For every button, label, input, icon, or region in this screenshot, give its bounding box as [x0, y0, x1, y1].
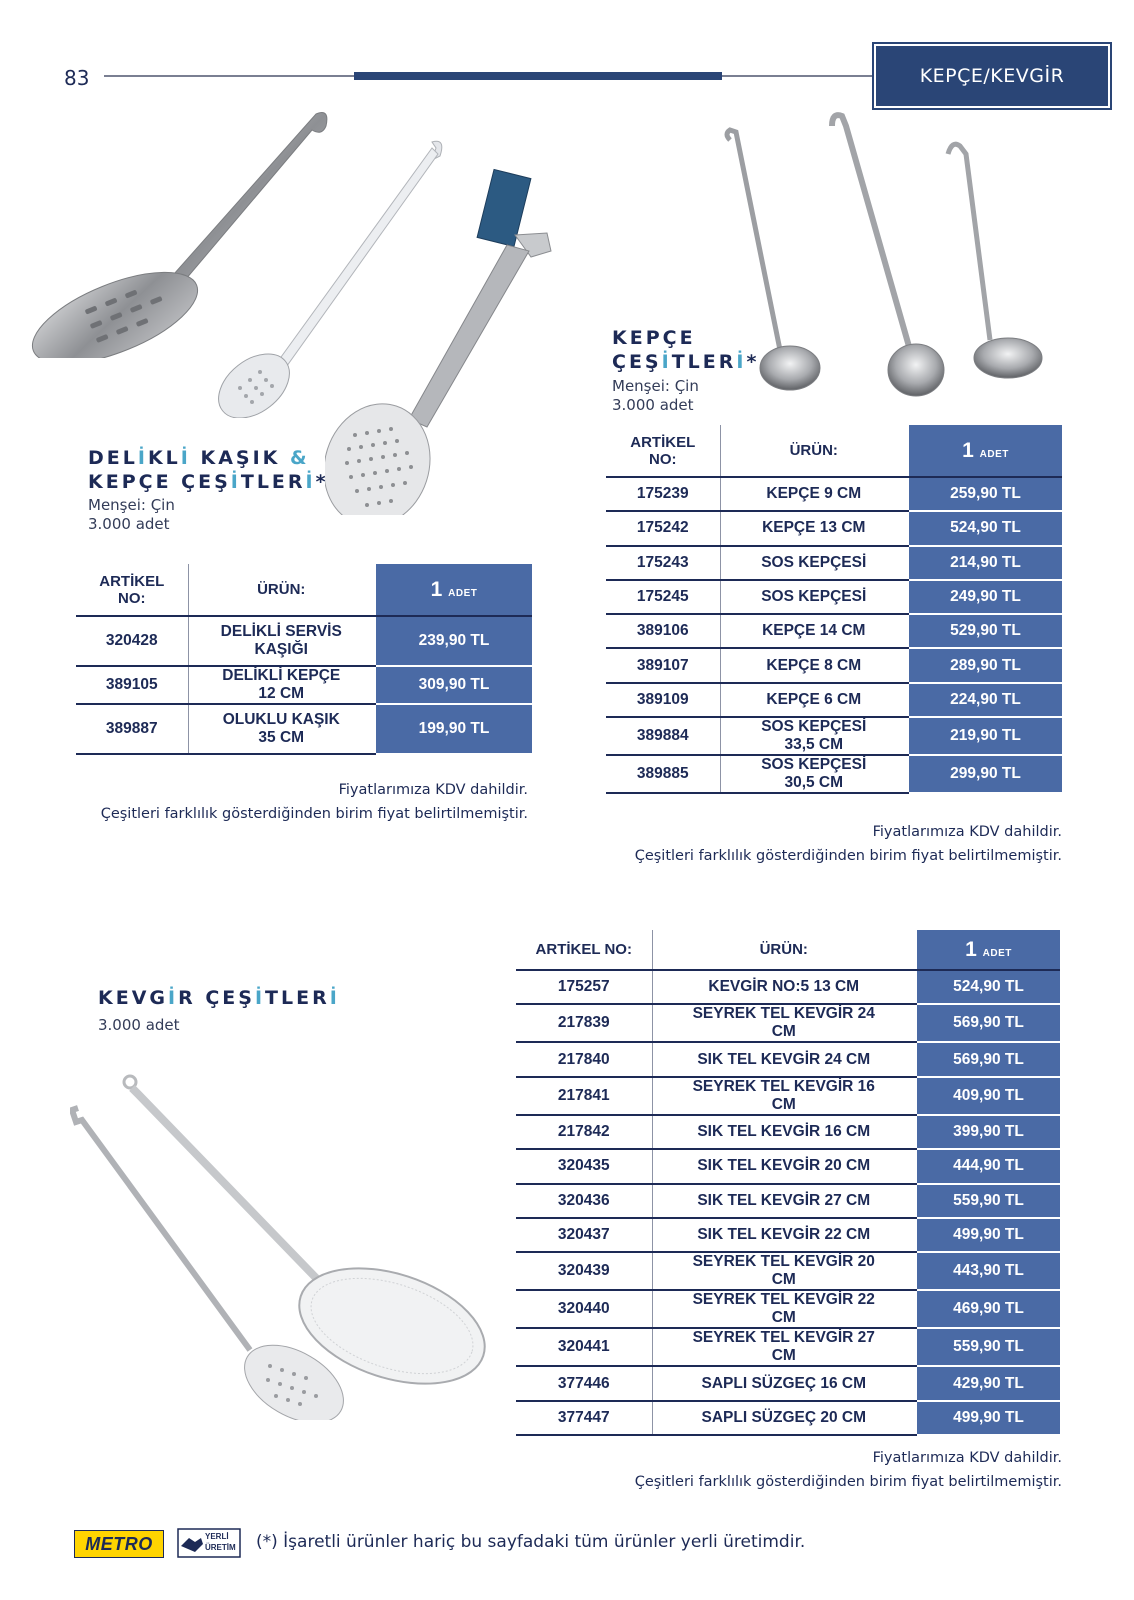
- artikel-no-cell: 217839: [516, 1004, 652, 1042]
- product-cell: DELİKLİ SERVİS KAŞIĞI: [188, 616, 375, 666]
- price-cell: 289,90 TL: [908, 648, 1062, 682]
- product-cell: SIK TEL KEVGİR 24 CM: [652, 1042, 916, 1076]
- price-cell: 524,90 TL: [916, 970, 1060, 1004]
- artikel-no-cell: 389887: [76, 704, 188, 754]
- price-cell: 399,90 TL: [916, 1115, 1060, 1149]
- product-cell: KEPÇE 9 CM: [720, 477, 908, 511]
- header-unit: ADET: [979, 448, 1009, 460]
- product-cell: OLUKLU KAŞIK 35 CM: [188, 704, 375, 754]
- table-row: [606, 614, 1062, 648]
- product-cell: KEPÇE 8 CM: [720, 648, 908, 682]
- price-cell: 569,90 TL: [916, 1042, 1060, 1076]
- kepce-section-title: [612, 326, 759, 374]
- table-row: [606, 580, 1062, 614]
- category-tab: [874, 44, 1110, 108]
- header-unit-price: [916, 930, 1060, 970]
- table-row: [606, 511, 1062, 545]
- header-artikel-no: ARTİKEL NO:: [76, 564, 188, 616]
- kepce-origin: Menşei: Çin: [612, 377, 699, 395]
- delikli-title-line2: KEPÇE ÇEŞİTLERİ*: [88, 471, 329, 493]
- price-cell: 559,90 TL: [916, 1328, 1060, 1366]
- artikel-no-cell: 217841: [516, 1077, 652, 1115]
- table-row: [516, 1004, 1060, 1042]
- table-row: [516, 1115, 1060, 1149]
- kevgir-price-table: [516, 930, 1060, 1436]
- header-unit: ADET: [448, 587, 478, 599]
- price-cell: 249,90 TL: [908, 580, 1062, 614]
- artikel-no-cell: 377447: [516, 1401, 652, 1435]
- yerli-uretim-badge: [177, 1528, 241, 1558]
- table-row: [606, 755, 1062, 793]
- product-cell: KEPÇE 14 CM: [720, 614, 908, 648]
- table-row: [516, 1077, 1060, 1115]
- kepce-quantity: 3.000 adet: [612, 396, 694, 414]
- product-cell: SOS KEPÇESİ 33,5 CM: [720, 717, 908, 755]
- table-row: [606, 648, 1062, 682]
- table-row: [516, 1328, 1060, 1366]
- delikli-section-title: [88, 446, 329, 494]
- price-cell: 443,90 TL: [916, 1252, 1060, 1290]
- artikel-no-cell: 320435: [516, 1149, 652, 1183]
- product-cell: SEYREK TEL KEVGİR 27 CM: [652, 1328, 916, 1366]
- artikel-no-cell: 320428: [76, 616, 188, 666]
- table-row: [606, 683, 1062, 717]
- artikel-no-cell: 389109: [606, 683, 720, 717]
- metro-logo: [74, 1530, 164, 1558]
- price-cell: 529,90 TL: [908, 614, 1062, 648]
- artikel-no-cell: 175245: [606, 580, 720, 614]
- table-row: [516, 1290, 1060, 1328]
- price-cell: 309,90 TL: [375, 666, 532, 704]
- kevgir-quantity: 3.000 adet: [98, 1016, 180, 1034]
- artikel-no-cell: 389106: [606, 614, 720, 648]
- table-row: [516, 1366, 1060, 1400]
- artikel-no-cell: 217840: [516, 1042, 652, 1076]
- table-row: [606, 477, 1062, 511]
- table-row: [606, 717, 1062, 755]
- delikli-note-vat: Fiyatlarımıza KDV dahildir.: [338, 782, 528, 798]
- price-cell: 444,90 TL: [916, 1149, 1060, 1183]
- category-label: KEPÇE/KEVGİR: [919, 65, 1065, 87]
- price-cell: 569,90 TL: [916, 1004, 1060, 1042]
- price-cell: 469,90 TL: [916, 1290, 1060, 1328]
- metro-logo-text: METRO: [85, 1533, 153, 1554]
- product-cell: SOS KEPÇESİ: [720, 580, 908, 614]
- delikli-price-table: [76, 564, 532, 755]
- artikel-no-cell: 320441: [516, 1328, 652, 1366]
- artikel-no-cell: 389884: [606, 717, 720, 755]
- header-qty: 1: [965, 937, 977, 961]
- product-cell: SEYREK TEL KEVGİR 16 CM: [652, 1077, 916, 1115]
- product-cell: SIK TEL KEVGİR 27 CM: [652, 1184, 916, 1218]
- artikel-no-cell: 217842: [516, 1115, 652, 1149]
- table-row: [516, 1401, 1060, 1435]
- artikel-no-cell: 175239: [606, 477, 720, 511]
- product-cell: KEVGİR NO:5 13 CM: [652, 970, 916, 1004]
- table-row: [76, 704, 532, 754]
- badge-line1: YERLİ: [205, 1532, 229, 1541]
- artikel-no-cell: 175243: [606, 546, 720, 580]
- table-row: [516, 1184, 1060, 1218]
- delikli-note-unit-price: Çeşitleri farklılık gösterdiğinden birim fiyat belirtilmemiştir.: [100, 806, 528, 822]
- table-row: [606, 546, 1062, 580]
- product-cell: SAPLI SÜZGEÇ 20 CM: [652, 1401, 916, 1435]
- page-number: 83: [64, 66, 90, 90]
- artikel-no-cell: 320437: [516, 1218, 652, 1252]
- kepce-title-line1: KEPÇE: [612, 327, 696, 349]
- artikel-no-cell: 175242: [606, 511, 720, 545]
- product-cell: SEYREK TEL KEVGİR 22 CM: [652, 1290, 916, 1328]
- product-cell: KEPÇE 6 CM: [720, 683, 908, 717]
- header-artikel-no: ARTİKEL NO:: [606, 425, 720, 477]
- product-cell: DELİKLİ KEPÇE 12 CM: [188, 666, 375, 704]
- product-cell: SOS KEPÇESİ 30,5 CM: [720, 755, 908, 793]
- product-cell: SAPLI SÜZGEÇ 16 CM: [652, 1366, 916, 1400]
- kepce-price-table: [606, 425, 1062, 794]
- price-cell: 224,90 TL: [908, 683, 1062, 717]
- artikel-no-cell: 389885: [606, 755, 720, 793]
- footnote: (*) İşaretli ürünler hariç bu sayfadaki tüm ürünler yerli üretimdir.: [256, 1532, 806, 1552]
- badge-line2: ÜRETİM: [205, 1543, 236, 1552]
- table-row: [516, 1252, 1060, 1290]
- product-cell: KEPÇE 13 CM: [720, 511, 908, 545]
- table-row: [516, 1218, 1060, 1252]
- price-cell: 299,90 TL: [908, 755, 1062, 793]
- header-qty: 1: [962, 438, 974, 462]
- kevgir-section-title: KEVGİR ÇEŞİTLERİ: [98, 987, 340, 1009]
- header-unit: ADET: [982, 947, 1012, 959]
- artikel-no-cell: 175257: [516, 970, 652, 1004]
- artikel-no-cell: 377446: [516, 1366, 652, 1400]
- product-cell: SEYREK TEL KEVGİR 20 CM: [652, 1252, 916, 1290]
- product-cell: SEYREK TEL KEVGİR 24 CM: [652, 1004, 916, 1042]
- delikli-title-line1: DELİKLİ KAŞIK &: [88, 447, 310, 469]
- price-cell: 409,90 TL: [916, 1077, 1060, 1115]
- price-cell: 499,90 TL: [916, 1218, 1060, 1252]
- kepce-title-line2: ÇEŞİTLERİ*: [612, 351, 760, 373]
- artikel-no-cell: 389105: [76, 666, 188, 704]
- kepce-note-unit-price: Çeşitleri farklılık gösterdiğinden birim fiyat belirtilmemiştir.: [634, 848, 1062, 864]
- delikli-origin: Menşei: Çin: [88, 496, 175, 514]
- header-qty: 1: [430, 577, 443, 601]
- kevgir-note-unit-price: Çeşitleri farklılık gösterdiğinden birim fiyat belirtilmemiştir.: [634, 1474, 1062, 1490]
- strainers-image: [70, 1070, 500, 1420]
- table-row: [76, 666, 532, 704]
- table-row: [516, 1149, 1060, 1183]
- header-product: ÜRÜN:: [652, 930, 916, 970]
- product-cell: SIK TEL KEVGİR 20 CM: [652, 1149, 916, 1183]
- table-row: [516, 970, 1060, 1004]
- table-row: [516, 1042, 1060, 1076]
- table-row: [76, 616, 532, 666]
- product-cell: SOS KEPÇESİ: [720, 546, 908, 580]
- header-artikel-no: ARTİKEL NO:: [516, 930, 652, 970]
- price-cell: 214,90 TL: [908, 546, 1062, 580]
- artikel-no-cell: 320436: [516, 1184, 652, 1218]
- price-cell: 429,90 TL: [916, 1366, 1060, 1400]
- price-cell: 499,90 TL: [916, 1401, 1060, 1435]
- header-product: ÜRÜN:: [720, 425, 908, 477]
- price-cell: 559,90 TL: [916, 1184, 1060, 1218]
- delikli-quantity: 3.000 adet: [88, 515, 170, 533]
- price-cell: 524,90 TL: [908, 511, 1062, 545]
- product-cell: SIK TEL KEVGİR 16 CM: [652, 1115, 916, 1149]
- header-product: ÜRÜN:: [188, 564, 375, 616]
- product-cell: SIK TEL KEVGİR 22 CM: [652, 1218, 916, 1252]
- price-cell: 199,90 TL: [375, 704, 532, 754]
- artikel-no-cell: 320440: [516, 1290, 652, 1328]
- price-cell: 259,90 TL: [908, 477, 1062, 511]
- artikel-no-cell: 389107: [606, 648, 720, 682]
- header-unit-price: [375, 564, 532, 616]
- price-cell: 219,90 TL: [908, 717, 1062, 755]
- ladles-image: [720, 110, 1070, 410]
- skimmer-image: [325, 165, 565, 515]
- artikel-no-cell: 320439: [516, 1252, 652, 1290]
- kepce-note-vat: Fiyatlarımıza KDV dahildir.: [872, 824, 1062, 840]
- price-cell: 239,90 TL: [375, 616, 532, 666]
- kevgir-note-vat: Fiyatlarımıza KDV dahildir.: [872, 1450, 1062, 1466]
- header-rule-accent: [354, 72, 722, 80]
- header-unit-price: [908, 425, 1062, 477]
